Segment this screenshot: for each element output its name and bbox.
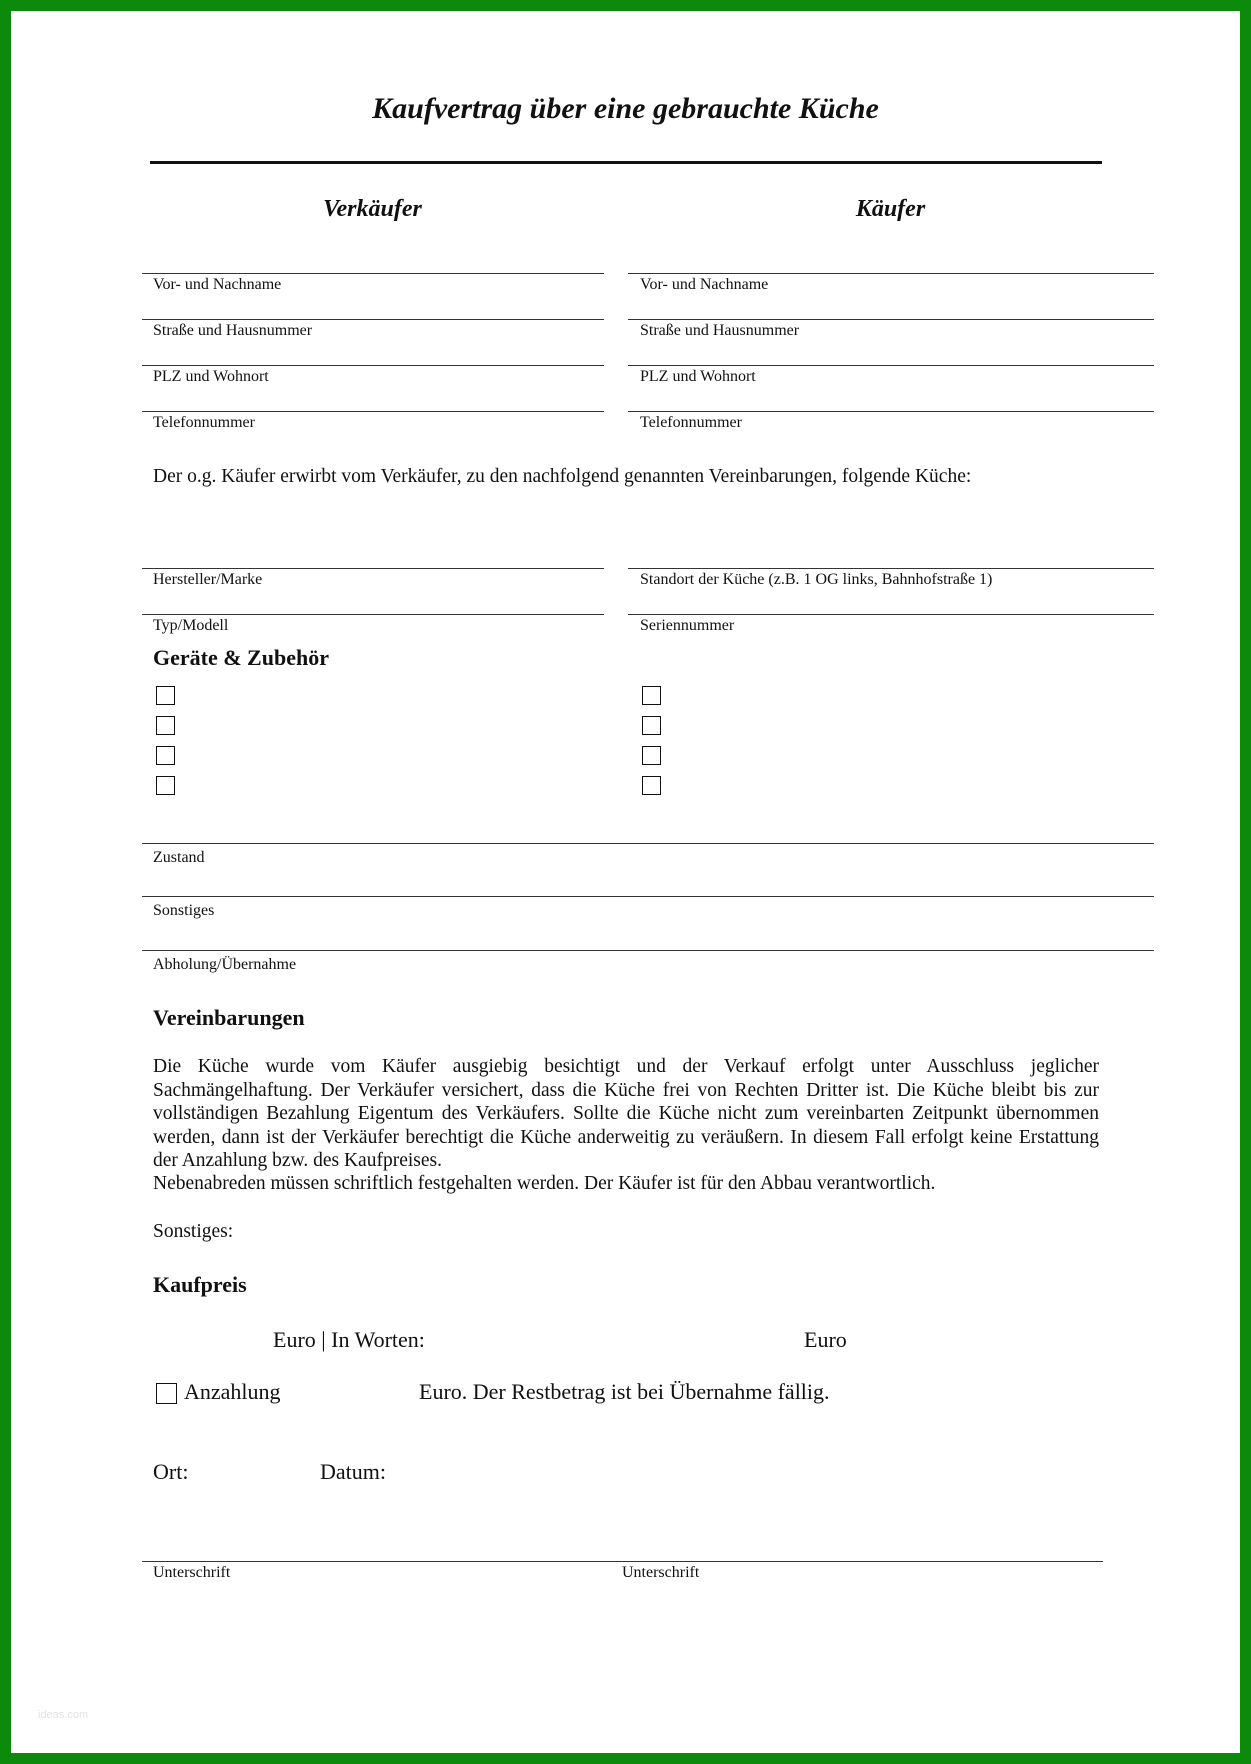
buyer-street-label: Straße und Hausnummer <box>640 322 800 339</box>
serial-line[interactable] <box>628 614 1154 615</box>
euro-in-words-label: Euro | In Worten: <box>273 1327 425 1352</box>
appliance-checkbox[interactable] <box>642 746 661 765</box>
buyer-name-line[interactable] <box>628 273 1154 274</box>
date-label: Datum: <box>320 1459 386 1484</box>
price-heading: Kaufpreis <box>153 1272 247 1297</box>
agreements-heading: Vereinbarungen <box>153 1005 305 1030</box>
seller-city-line[interactable] <box>142 365 604 366</box>
seller-heading: Verkäufer <box>323 196 422 222</box>
appliance-checkbox[interactable] <box>642 716 661 735</box>
serial-label: Seriennummer <box>640 617 735 634</box>
page-title: Kaufvertrag über eine gebrauchte Küche <box>372 92 879 125</box>
manufacturer-line[interactable] <box>142 568 604 569</box>
condition-label: Zustand <box>153 849 205 866</box>
seller-street-label: Straße und Hausnummer <box>153 322 313 339</box>
buyer-phone-label: Telefonnummer <box>640 414 742 431</box>
appliance-checkbox[interactable] <box>156 776 175 795</box>
agreements-text-last: Nebenabreden müssen schriftlich festgehalten werden. Der Käufer ist für den Abbau verantwortlich. <box>153 1173 936 1194</box>
buyer-city-label: PLZ und Wohnort <box>640 368 756 385</box>
title-rule <box>150 161 1102 164</box>
other-line[interactable] <box>142 896 1154 897</box>
pickup-line[interactable] <box>142 950 1154 951</box>
buyer-heading: Käufer <box>855 196 926 222</box>
other-notes-label: Sonstiges: <box>153 1221 234 1242</box>
appliance-checkbox[interactable] <box>642 686 661 705</box>
appliance-checkbox[interactable] <box>642 776 661 795</box>
seller-city-label: PLZ und Wohnort <box>153 368 269 385</box>
seller-phone-line[interactable] <box>142 411 604 412</box>
place-label: Ort: <box>153 1459 189 1484</box>
intro-text: Der o.g. Käufer erwirbt vom Verkäufer, zu den nachfolgend genannten Vereinbarungen, folgende Küche: <box>153 466 972 487</box>
watermark: ideas.com <box>38 1709 89 1721</box>
appliance-checkbox[interactable] <box>156 686 175 705</box>
model-label: Typ/Modell <box>153 617 229 634</box>
seller-phone-label: Telefonnummer <box>153 414 255 431</box>
location-line[interactable] <box>628 568 1154 569</box>
seller-street-line[interactable] <box>142 319 604 320</box>
buyer-city-line[interactable] <box>628 365 1154 366</box>
agreements-text: Die Küche wurde vom Käufer ausgiebig besichtigt und der Verkauf erfolgt unter Ausschluss jeglicher Sachmängelhaftung. Der Verkäufer versichert, dass die Küche frei von Rechten Dritter ist. Die Küche bleibt bis zur vollständigen Bezahlung Eigentum des Verkäufers. Sollte die Küche nicht zum vereinbarten Zeitpunkt übernommen werden, dann ist der Verkäufer berechtigt die Küche anderweitig zu veräußern. In diesem Fall erfolgt keine Erstattung der Anzahlung bzw. des Kaufpreises. <box>153 1056 1099 1171</box>
appliance-checkbox[interactable] <box>156 746 175 765</box>
euro-label: Euro <box>804 1327 847 1352</box>
other-label: Sonstiges <box>153 902 215 919</box>
deposit-text: Euro. Der Restbetrag ist bei Übernahme fällig. <box>419 1379 830 1404</box>
seller-name-label: Vor- und Nachname <box>153 276 282 293</box>
signature-right-label: Unterschrift <box>622 1564 700 1581</box>
deposit-checkbox[interactable] <box>156 1383 177 1404</box>
deposit-label: Anzahlung <box>184 1379 281 1404</box>
seller-name-line[interactable] <box>142 273 604 274</box>
buyer-phone-line[interactable] <box>628 411 1154 412</box>
appliance-checkbox[interactable] <box>156 716 175 735</box>
buyer-street-line[interactable] <box>628 319 1154 320</box>
condition-line[interactable] <box>142 843 1154 844</box>
buyer-name-label: Vor- und Nachname <box>640 276 769 293</box>
signature-line[interactable] <box>142 1561 1103 1562</box>
location-label: Standort der Küche (z.B. 1 OG links, Bahnhofstraße 1) <box>640 571 993 588</box>
appliances-heading: Geräte & Zubehör <box>153 645 329 670</box>
signature-left-label: Unterschrift <box>153 1564 231 1581</box>
model-line[interactable] <box>142 614 604 615</box>
manufacturer-label: Hersteller/Marke <box>153 571 263 588</box>
pickup-label: Abholung/Übernahme <box>153 956 297 973</box>
